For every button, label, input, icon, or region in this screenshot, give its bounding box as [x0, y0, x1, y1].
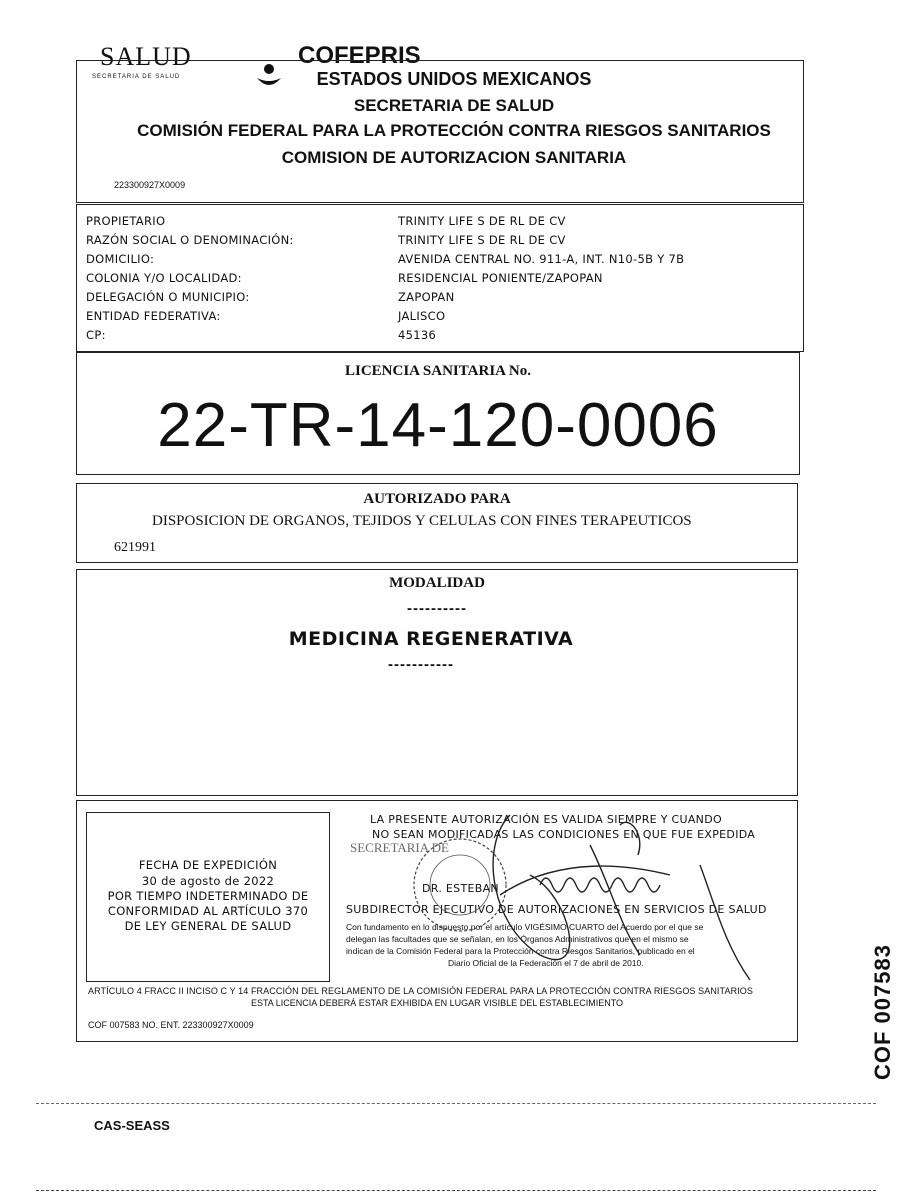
legal-basis-4: Diario Oficial de la Federación el 7 de abril de 2010. — [448, 958, 644, 968]
owner-field-label: RAZÓN SOCIAL O DENOMINACIÓN: — [86, 233, 294, 247]
owner-field-label: DOMICILIO: — [86, 252, 155, 266]
owner-field-value: TRINITY LIFE S DE RL DE CV — [398, 214, 566, 228]
footer-reference: COF 007583 NO. ENT. 223300927X0009 — [88, 1020, 254, 1030]
header-country: ESTADOS UNIDOS MEXICANOS — [316, 69, 592, 89]
header-ministry: SECRETARIA DE SALUD — [353, 96, 555, 115]
legal-basis-1: Con fundamento en lo dispuesto por el artículo VIGÉSIMO CUARTO del Acuerdo por el que se — [346, 922, 704, 932]
owner-field-value: RESIDENCIAL PONIENTE/ZAPOPAN — [398, 271, 603, 285]
salud-logo: SALUD — [100, 42, 192, 71]
header-commission: COMISIÓN FEDERAL PARA LA PROTECCIÓN CONTRA RIESGOS SANITARIOS — [137, 121, 771, 140]
owner-field-value: JALISCO — [398, 309, 446, 323]
owner-field-label: PROPIETARIO — [86, 214, 166, 228]
signer-title: SUBDIRECTOR EJECUTIVO DE AUTORIZACIONES EN SERVICIOS DE SALUD — [346, 903, 767, 916]
validity-line-1: LA PRESENTE AUTORIZACIÓN ES VALIDA SIEMPRE Y CUANDO — [370, 813, 722, 826]
modality-dashes-top: ---------- — [407, 600, 467, 617]
issue-date-value: 30 de agosto de 2022 — [141, 874, 275, 888]
owner-field-label: ENTIDAD FEDERATIVA: — [86, 309, 221, 323]
legal-basis-2: delegan las facultades que se señalan, en los Órganos Administrativos que en el mismo se — [346, 934, 689, 944]
article-line-2: ESTA LICENCIA DEBERÁ ESTAR EXHIBIDA EN LUGAR VISIBLE DEL ESTABLECIMIENTO — [250, 998, 624, 1008]
modality-dashes-bottom: ----------- — [388, 656, 454, 673]
owner-field-label: DELEGACIÓN O MUNICIPIO: — [86, 290, 250, 304]
page-bottom-rule — [36, 1190, 876, 1191]
validity-line-2: NO SEAN MODIFICADAS LAS CONDICIONES EN QUE FUE EXPEDIDA — [372, 828, 756, 841]
header-folio: 223300927X0009 — [114, 180, 186, 190]
header-authorization: COMISION DE AUTORIZACION SANITARIA — [281, 148, 627, 167]
owner-field-value: 45136 — [398, 328, 437, 342]
handwritten-signature-icon — [470, 805, 770, 985]
owner-field-value: ZAPOPAN — [398, 290, 455, 304]
page-footer-rule — [36, 1103, 876, 1104]
license-number: 22-TR-14-120-0006 — [157, 391, 719, 460]
owner-field-value: AVENIDA CENTRAL NO. 911-A, INT. N10-5B Y 7B — [398, 252, 685, 266]
article-line-1: ARTÍCULO 4 FRACC II INCISO C Y 14 FRACCIÓN DEL REGLAMENTO DE LA COMISIÓN FEDERAL PARA LA PROTECCIÓN CONTRA RIESGOS SANITARIOS — [88, 986, 753, 996]
side-stamp: COF 007583 — [870, 944, 895, 1080]
svg-text:SECRETARIA DE: SECRETARIA DE — [350, 840, 449, 855]
page-footer-code: CAS-SEASS — [94, 1118, 170, 1133]
authorized-code: 621991 — [114, 540, 156, 555]
authorized-description: DISPOSICION DE ORGANOS, TEJIDOS Y CELULAS CON FINES TERAPEUTICOS — [152, 513, 692, 529]
owner-field-label: COLONIA Y/O LOCALIDAD: — [86, 271, 242, 285]
license-title: LICENCIA SANITARIA No. — [344, 363, 531, 379]
issue-term-1: POR TIEMPO INDETERMINADO DE — [107, 889, 309, 903]
cofepris-logo: COFEPRIS — [298, 42, 421, 69]
authorized-title: AUTORIZADO PARA — [363, 491, 511, 507]
modality-title: MODALIDAD — [389, 575, 485, 591]
issue-term-3: DE LEY GENERAL DE SALUD — [124, 919, 292, 933]
issue-term-2: CONFORMIDAD AL ARTÍCULO 370 — [107, 904, 309, 918]
owner-field-value: TRINITY LIFE S DE RL DE CV — [398, 233, 566, 247]
owner-field-label: CP: — [86, 328, 106, 342]
signer-name: DR. ESTEBAN — [422, 882, 499, 895]
legal-basis-3: indican de la Comisión Federal para la Protección contra Riesgos Sanitarios, publicado en el — [346, 946, 695, 956]
modality-value: MEDICINA REGENERATIVA — [288, 628, 574, 650]
salud-logo-subtitle: SECRETARIA DE SALUD — [92, 74, 181, 80]
issue-date-label: FECHA DE EXPEDICIÓN — [138, 858, 278, 872]
